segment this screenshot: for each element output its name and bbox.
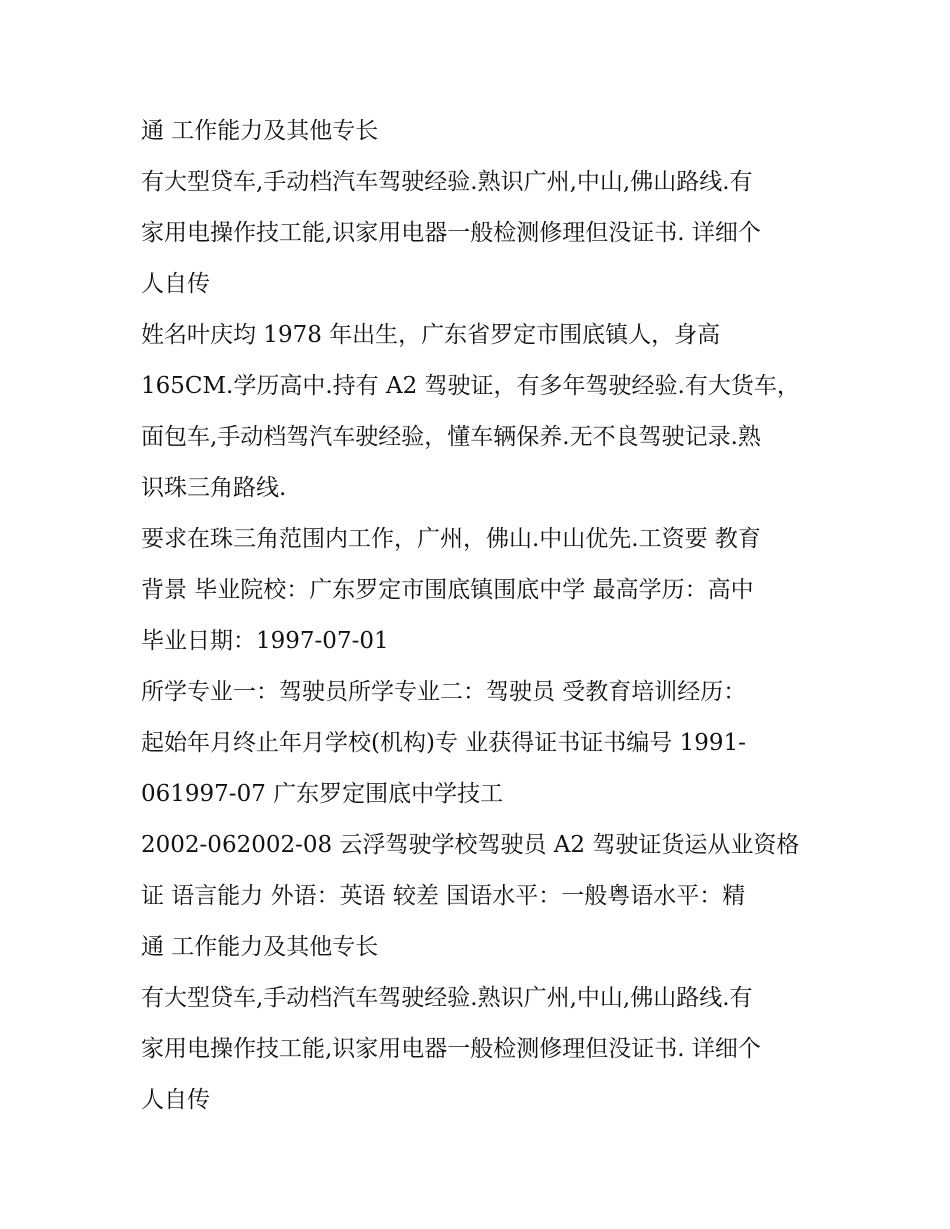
text-line: 061997-07 广东罗定围底中学技工 [141,781,504,807]
text-line: 家用电操作技工能,识家用电器一般检测修理但没证书. 详细个 [141,1036,761,1062]
text-line: 通 工作能力及其他专长 [141,934,379,960]
text-line: 要求在珠三角范围内工作，广州，佛山.中山优先.工资要 教育 [141,526,761,552]
text-line: 面包车,手动档驾汽车驶经验，懂车辆保养.无不良驾驶记录.熟 [141,424,761,450]
text-line: 证 语言能力 外语：英语 较差 国语水平：一般粤语水平：精 [141,883,746,909]
text-line: 识珠三角路线. [141,475,287,501]
text-line: 家用电操作技工能,识家用电器一般检测修理但没证书. 详细个 [141,220,761,246]
text-line: 2002-062002-08 云浮驾驶学校驾驶员 A2 驾驶证货运从业资格 [141,832,800,858]
text-line: 通 工作能力及其他专长 [141,118,379,144]
text-line: 背景 毕业院校：广东罗定市围底镇围底中学 最高学历：高中 [141,577,754,603]
document-body [141,106,821,1126]
text-line: 有大型贷车,手动档汽车驾驶经验.熟识广州,中山,佛山路线.有 [141,985,753,1011]
text-line: 起始年月终止年月学校(机构)专 业获得证书证书编号 1991- [141,730,746,756]
text-line: 姓名叶庆均 1978 年出生，广东省罗定市围底镇人，身高 [141,322,721,348]
text-line: 人自传 [141,271,210,297]
text-line: 人自传 [141,1087,210,1113]
text-line: 毕业日期：1997-07-01 [141,628,389,654]
text-line: 所学专业一：驾驶员所学专业二：驾驶员 受教育培训经历： [141,679,747,705]
text-line: 有大型贷车,手动档汽车驾驶经验.熟识广州,中山,佛山路线.有 [141,169,753,195]
text-line: 165CM.学历高中.持有 A2 驾驶证，有多年驾驶经验.有大货车， [141,373,800,399]
